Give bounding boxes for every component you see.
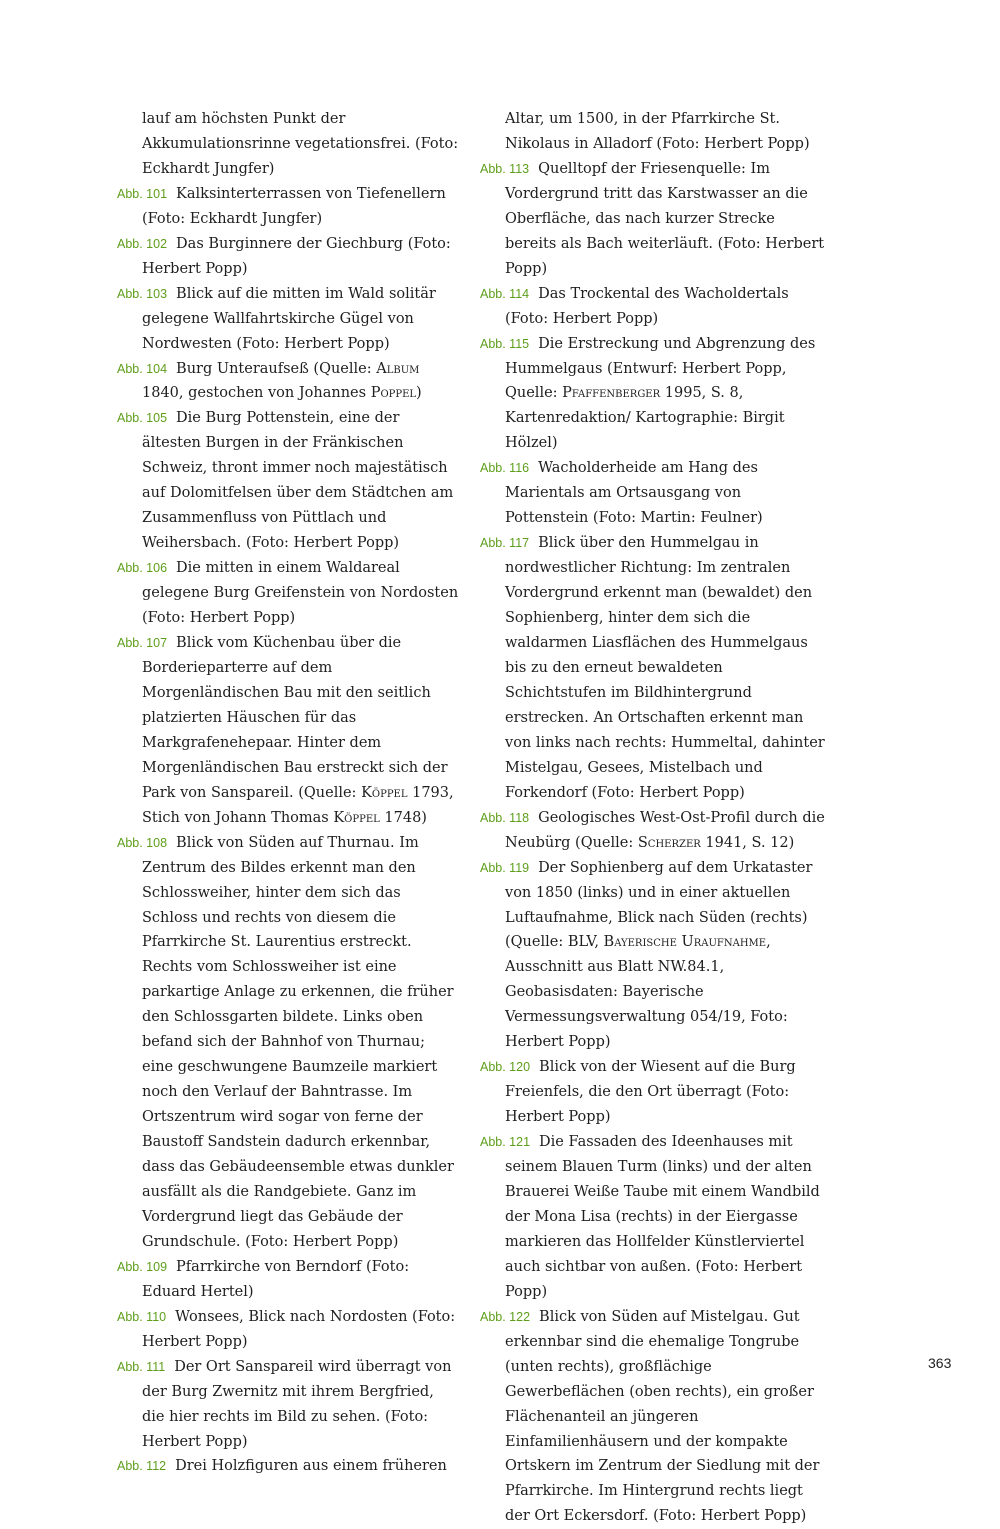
figure-label: Abb. 102 — [117, 236, 168, 251]
caption-text: Blick auf die mitten im Wald solitär gelegene Wallfahrtskirche Gügel von Nordwesten (Foto: Herbert Popp) — [142, 285, 436, 352]
author-name: Album — [376, 360, 420, 377]
caption-entry — [117, 406, 460, 556]
figure-label: Abb. 117 — [480, 536, 530, 551]
author-name: Köppel — [333, 809, 380, 826]
figure-label: Abb. 107 — [117, 636, 168, 651]
caption-text: Wacholderheide am Hang des Marientals am Ortsausgang von Pottenstein (Foto: Martin: Feulner) — [505, 460, 763, 527]
caption-text: Die Fassaden des Ideenhauses mit seinem Blauen Turm (links) und der alten Brauerei Weiße Taube mit einem Wandbild der Mona Lisa (rechts) in der Eiergasse markieren das Hollfelder Künstlerviertel auch sichtbar von außen. (Foto: Herbert Popp) — [505, 1134, 820, 1300]
caption-entry — [117, 232, 460, 282]
figure-label: Abb. 110 — [117, 1309, 167, 1324]
figure-label: Abb. 101 — [117, 186, 168, 201]
caption-text: 1748) — [379, 809, 427, 826]
caption-text: ) — [416, 385, 422, 402]
figure-label: Abb. 121 — [480, 1135, 531, 1150]
caption-text: 1941, S. 12) — [700, 834, 795, 851]
caption-entry — [480, 157, 825, 282]
author-name: Poppel — [370, 385, 417, 402]
caption-entry — [117, 1355, 460, 1455]
caption-text: Quelltopf der Friesenquelle: Im Vordergrund tritt das Karstwasser an die Oberfläche, das nach kurzer Strecke bereits als Bach weiterläuft. (Foto: Herbert Popp) — [505, 160, 825, 277]
caption-text: Geologisches West-Ost-Profil durch die Neubürg (Quelle: — [505, 809, 825, 851]
caption-continuation — [117, 107, 460, 182]
caption-text: Die mitten in einem Waldareal gelegene Burg Greifenstein von Nordosten (Foto: Herbert Popp) — [142, 560, 459, 627]
caption-text: lauf am höchsten Punkt der Akkumulationsrinne vegetationsfrei. (Foto: Eckhardt Jungfer) — [142, 111, 459, 177]
caption-text: 1793, Stich von Johann Thomas — [142, 784, 454, 826]
caption-text: Der Ort Sanspareil wird überragt von der Burg Zwernitz mit ihrem Bergfried, die hier rechts im Bild zu sehen. (Foto: Herbert Popp) — [142, 1358, 452, 1450]
caption-text: 1840, gestochen von Johannes — [142, 385, 371, 402]
caption-entry — [480, 1055, 825, 1130]
caption-entry — [117, 1454, 460, 1479]
caption-entry — [480, 282, 825, 332]
author-name: Bayerische Uraufnahme — [603, 934, 767, 951]
caption-continuation — [480, 107, 825, 157]
caption-text: Die Erstreckung und Abgrenzung des Hummelgaus (Entwurf: Herbert Popp, Quelle: — [505, 335, 816, 402]
caption-text: Die Burg Pottenstein, eine der ältesten Burgen in der Fränkischen Schweiz, thront immer noch majestätisch auf Dolomitfelsen über dem Städtchen am Zusammenfluss von Püttlach und Weihersbach. (Foto: Herbert Popp) — [142, 410, 454, 552]
caption-entry — [480, 332, 825, 457]
caption-entry — [480, 1130, 825, 1305]
figure-label: Abb. 115 — [480, 336, 530, 351]
figure-label: Abb. 114 — [480, 286, 530, 301]
figure-label: Abb. 122 — [480, 1309, 531, 1324]
figure-label: Abb. 120 — [480, 1060, 531, 1075]
caption-text: Das Burginnere der Giechburg (Foto: Herbert Popp) — [142, 235, 451, 277]
left-caption-column — [117, 107, 460, 1479]
caption-text: Das Trockental des Wacholdertals (Foto: Herbert Popp) — [505, 285, 789, 327]
figure-label: Abb. 111 — [117, 1359, 166, 1374]
figure-label: Abb. 116 — [480, 461, 530, 476]
caption-entry — [480, 856, 825, 1056]
figure-label: Abb. 108 — [117, 835, 168, 850]
author-name: Scherzer — [637, 834, 701, 851]
figure-label: Abb. 106 — [117, 561, 168, 576]
figure-label: Abb. 109 — [117, 1259, 168, 1274]
caption-entry — [117, 1305, 460, 1355]
figure-label: Abb. 104 — [117, 361, 168, 376]
caption-text: Pfarrkirche von Berndorf (Foto: Eduard Hertel) — [142, 1258, 410, 1300]
figure-label: Abb. 113 — [480, 161, 530, 176]
caption-text: Blick über den Hummelgau in nordwestlicher Richtung: Im zentralen Vordergrund erkennt man (bewaldet) den Sophienberg, hinter dem sich die waldarmen Liasflächen des Hummelgaus bis zu den erneut bewaldeten Schichtstufen im Bildhintergrund erstrecken. An Ortschaften erkennt man von links nach rechts: Hummeltal, dahinter Mistelgau, Gesees, Mistelbach und Forkendorf (Foto: Herbert Popp) — [505, 535, 825, 801]
caption-text: Drei Holzfiguren aus einem früheren — [175, 1458, 447, 1475]
right-caption-column — [480, 107, 825, 1529]
caption-text: Altar, um 1500, in der Pfarrkirche St. Nikolaus in Alladorf (Foto: Herbert Popp) — [505, 111, 810, 152]
caption-entry — [480, 806, 825, 856]
caption-entry — [480, 531, 825, 805]
caption-text: Blick von Süden auf Mistelgau. Gut erkennbar sind die ehemalige Tongrube (unten rechts), großflächige Gewerbeflächen (oben rechts), ein großer Flächenanteil an jüngeren Einfamilienhäusern und der kompakte Ortskern im Zentrum der Siedlung mit der Pfarrkirche. Im Hintergrund rechts liegt der Ort Eckersdorf. (Foto: Herbert Popp) — [505, 1308, 820, 1525]
caption-entry — [117, 282, 460, 357]
caption-entry — [117, 357, 460, 407]
caption-text: Der Sophienberg auf dem Urkataster von 1850 (links) und in einer aktuellen Luftaufnahme, Blick nach Süden (rechts) (Quelle: BLV, — [505, 859, 813, 951]
caption-entry — [117, 182, 460, 232]
figure-label: Abb. 119 — [480, 860, 530, 875]
caption-text: Blick von Süden auf Thurnau. Im Zentrum des Bildes erkennt man den Schlossweiher, hinter dem sich das Schloss und rechts von diesem die Pfarrkirche St. Laurentius erstreckt. Rechts vom Schlossweiher ist eine parkartige Anlage zu erkennen, die früher den Schlossgarten bildete. Links oben befand sich der Bahnhof von Thurnau; eine geschwungene Baumzeile markiert noch den Verlauf der Bahntrasse. Im Ortszentrum wird sogar von ferne der Baustoff Sandstein dadurch erkennbar, dass das Gebäudeensemble etwas dunkler ausfällt als die Randgebiete. Ganz im Vordergrund liegt das Gebäude der Grundschule. (Foto: Herbert Popp) — [142, 834, 454, 1250]
page-number: 363 — [928, 1355, 952, 1371]
caption-text: Wonsees, Blick nach Nordosten (Foto: Herbert Popp) — [142, 1308, 456, 1350]
author-name: Pfaffenberger — [562, 385, 661, 402]
caption-text: Blick von der Wiesent auf die Burg Freienfels, die den Ort überragt (Foto: Herbert Popp) — [505, 1059, 796, 1126]
caption-entry — [117, 556, 460, 631]
caption-entry — [117, 1255, 460, 1305]
caption-text: 1995, S. 8, Kartenredaktion/ Kartographie: Birgit Hölzel) — [505, 385, 785, 452]
caption-text: Blick vom Küchenbau über die Borderieparterre auf dem Morgenländischen Bau mit den seitlich platzierten Häuschen für das Markgrafenehepaar. Hinter dem Morgenländischen Bau erstreckt sich der Park von Sanspareil. (Quelle: — [142, 635, 448, 801]
caption-entry — [117, 831, 460, 1255]
author-name: Köppel — [361, 784, 408, 801]
caption-entry — [480, 1305, 825, 1529]
caption-text: Kalksinterterrassen von Tiefenellern (Foto: Eckhardt Jungfer) — [142, 185, 446, 227]
caption-entry — [117, 631, 460, 831]
figure-label: Abb. 103 — [117, 286, 168, 301]
figure-label: Abb. 118 — [480, 810, 530, 825]
caption-entry — [480, 456, 825, 531]
caption-text: Burg Unteraufseß (Quelle: — [176, 360, 377, 377]
caption-text: , Ausschnitt aus Blatt NW.84.1, Geobasisdaten: Bayerische Vermessungsverwaltung 054/19, Foto: Herbert Popp) — [505, 934, 788, 1051]
figure-label: Abb. 105 — [117, 411, 168, 426]
figure-label: Abb. 112 — [117, 1459, 167, 1474]
